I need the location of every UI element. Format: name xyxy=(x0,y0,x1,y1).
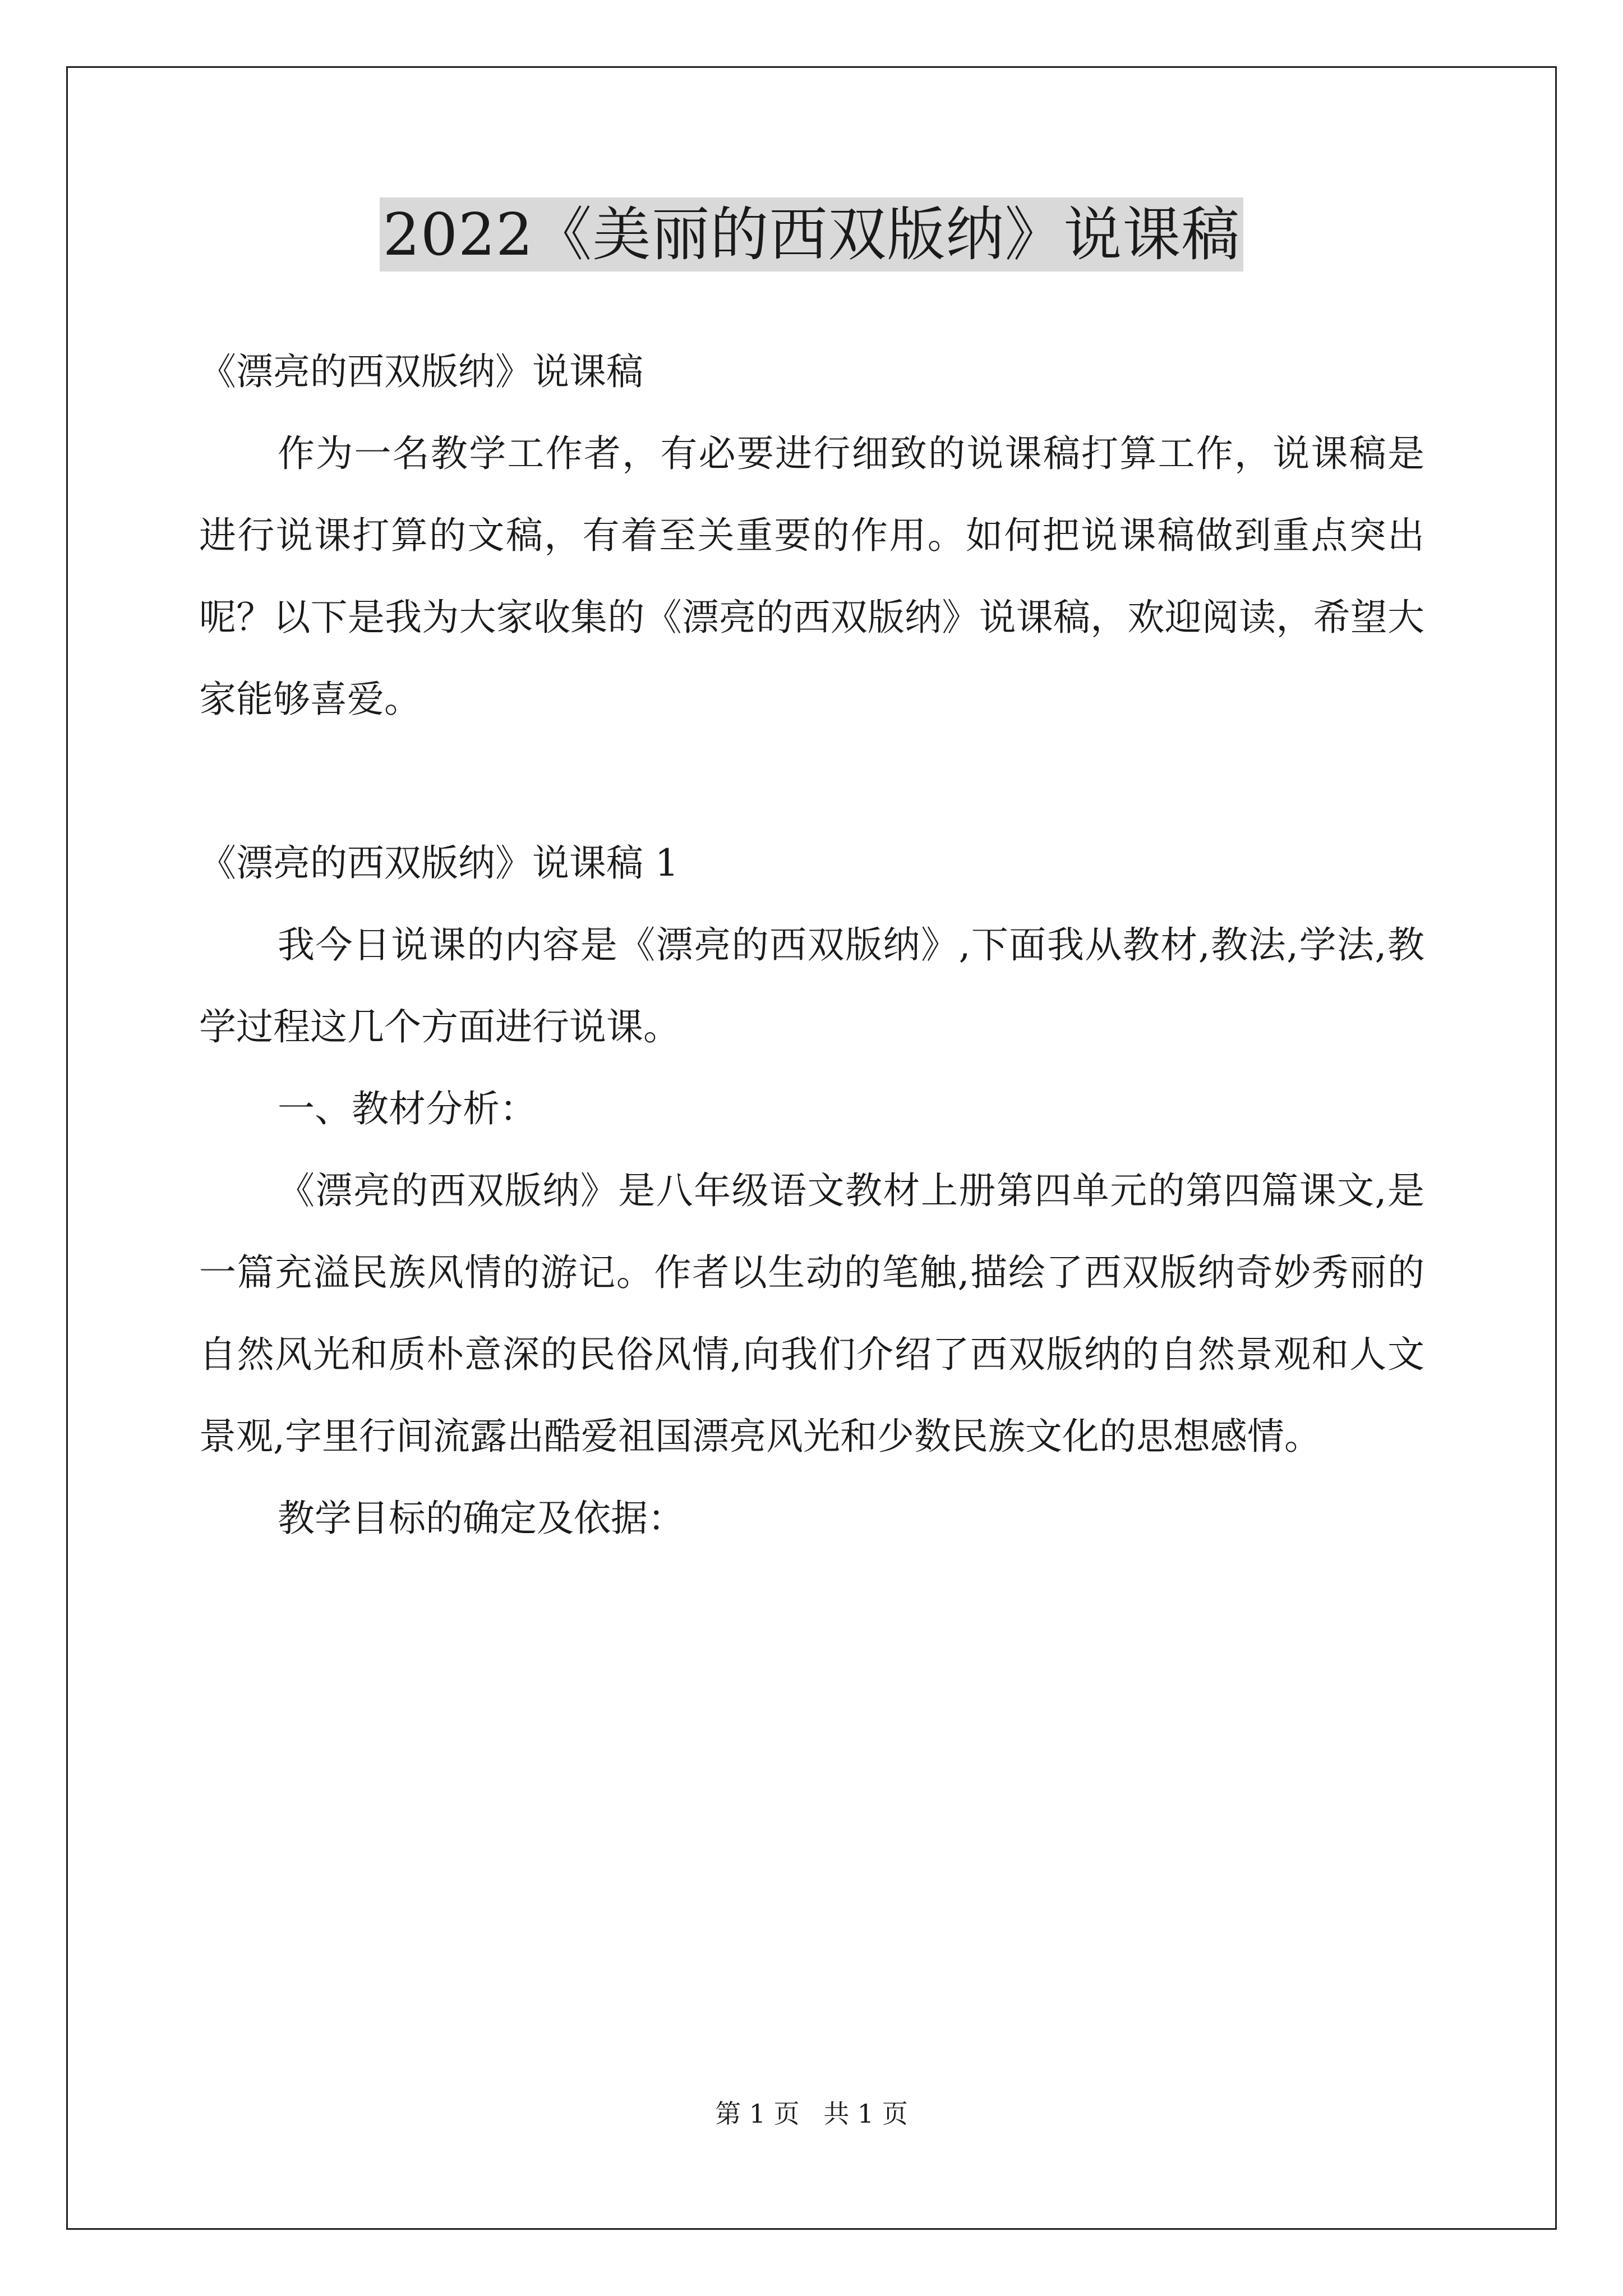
paragraph: 我今日说课的内容是《漂亮的西双版纳》,下面我从教材,教法,学法,教学过程这几个方面进行说课。 xyxy=(199,923,1424,1048)
title-wrap xyxy=(0,197,1623,272)
blank-line xyxy=(199,740,1424,822)
document-body xyxy=(199,331,1424,1559)
page-total: 共 1 页 xyxy=(823,2099,908,2129)
section-heading: 《漂亮的西双版纳》说课稿 1 xyxy=(199,841,679,885)
paragraph: 《漂亮的西双版纳》是八年级语文教材上册第四单元的第四篇课文,是一篇充溢民族风情的游记。作者以生动的笔触,描绘了西双版纳奇妙秀丽的自然风光和质朴意深的民俗风情,向我们介绍了西双版纳的自然景观和人文景观,字里行间流露出酷爱祖国漂亮风光和少数民族文化的思想感情。 xyxy=(199,1169,1424,1458)
paragraph: 一、教材分析： xyxy=(278,1087,537,1130)
page-number: 第 1 页 xyxy=(715,2099,800,2129)
paragraph: 教学目标的确定及依据： xyxy=(278,1497,685,1540)
page-footer xyxy=(0,2097,1623,2131)
document-title: 2022《美丽的西双版纳》说课稿 xyxy=(380,197,1244,272)
document-subtitle: 《漂亮的西双版纳》说课稿 xyxy=(199,350,643,393)
intro-paragraph: 作为一名教学工作者，有必要进行细致的说课稿打算工作，说课稿是进行说课打算的文稿，有着至关重要的作用。如何把说课稿做到重点突出呢？以下是我为大家收集的《漂亮的西双版纳》说课稿，欢迎阅读，希望大家能够喜爱。 xyxy=(199,432,1424,721)
